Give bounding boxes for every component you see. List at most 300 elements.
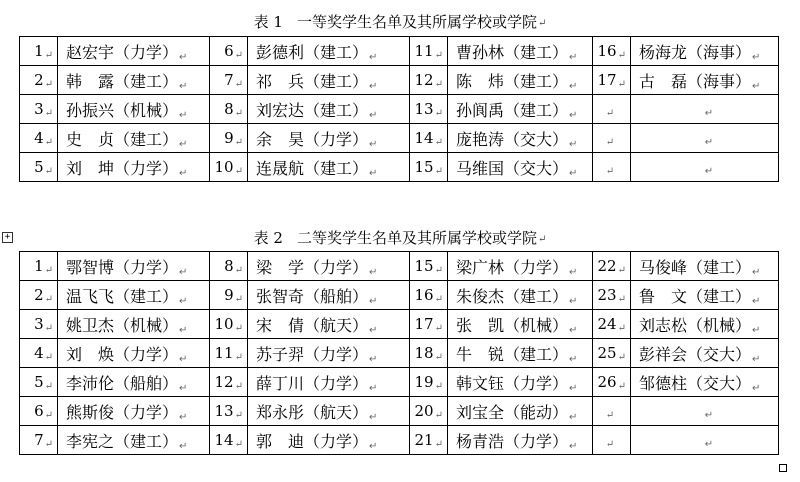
rank-number-cell[interactable] bbox=[593, 339, 631, 368]
student-name-and-school: 庞艳涛（交大） bbox=[456, 129, 569, 149]
student-name-and-school: 刘 焕（力学） bbox=[66, 344, 179, 364]
student-name-cell[interactable] bbox=[448, 252, 593, 281]
rank-number-cell[interactable] bbox=[20, 281, 58, 310]
student-name-cell[interactable] bbox=[58, 339, 210, 368]
student-name-cell[interactable] bbox=[58, 153, 210, 182]
student-name-cell[interactable] bbox=[248, 95, 410, 124]
student-name-cell[interactable] bbox=[58, 397, 210, 426]
paragraph-mark-icon: ↵ bbox=[44, 264, 53, 276]
student-name-cell[interactable] bbox=[58, 124, 210, 153]
student-name-cell[interactable] bbox=[58, 66, 210, 95]
paragraph-mark-icon: ↵ bbox=[605, 409, 615, 421]
paragraph-mark-icon: ↵ bbox=[369, 353, 378, 365]
paragraph-mark-icon: ↵ bbox=[369, 51, 378, 63]
paragraph-mark-icon: ↵ bbox=[369, 80, 378, 92]
rank-number-cell[interactable] bbox=[410, 252, 448, 281]
rank-number-cell[interactable] bbox=[210, 37, 248, 66]
paragraph-mark-icon: ↵ bbox=[369, 295, 378, 307]
paragraph-mark-icon: ↵ bbox=[605, 136, 615, 148]
paragraph-mark-icon: ↵ bbox=[369, 266, 378, 278]
paragraph-mark-icon: ↵ bbox=[434, 107, 443, 119]
student-name-cell[interactable] bbox=[448, 397, 593, 426]
student-name-cell[interactable] bbox=[58, 281, 210, 310]
student-name-and-school: 梁广林（力学） bbox=[456, 257, 569, 277]
rank-number: 22 bbox=[597, 256, 617, 275]
student-name-cell[interactable] bbox=[58, 426, 210, 455]
rank-number: 4 bbox=[34, 128, 44, 147]
rank-number: 18 bbox=[414, 343, 434, 362]
paragraph-mark-icon: ↵ bbox=[234, 136, 243, 148]
paragraph-mark-icon: ↵ bbox=[569, 80, 578, 92]
paragraph-mark-icon: ↵ bbox=[537, 18, 547, 29]
student-name-and-school: 刘志松（机械） bbox=[639, 315, 752, 335]
rank-number-cell[interactable] bbox=[210, 153, 248, 182]
rank-number: 10 bbox=[214, 314, 234, 333]
student-name-and-school: 牛 锐（建工） bbox=[456, 344, 569, 364]
table-row bbox=[20, 310, 779, 339]
table-row bbox=[20, 95, 779, 124]
rank-number-cell[interactable] bbox=[410, 368, 448, 397]
student-name-and-school: 彭德利（建工） bbox=[256, 42, 369, 62]
paragraph-mark-icon: ↵ bbox=[434, 49, 443, 61]
table-row bbox=[20, 281, 779, 310]
paragraph-mark-icon: ↵ bbox=[617, 293, 626, 305]
student-name-cell[interactable] bbox=[631, 310, 779, 339]
paragraph-mark-icon: ↵ bbox=[234, 264, 243, 276]
student-name-and-school: 祁 兵（建工） bbox=[256, 71, 369, 91]
student-name-cell[interactable] bbox=[248, 397, 410, 426]
table2-caption-number: 表 2 bbox=[253, 229, 283, 247]
paragraph-mark-icon: ↵ bbox=[44, 293, 53, 305]
student-name-cell[interactable] bbox=[58, 37, 210, 66]
paragraph-mark-icon: ↵ bbox=[234, 293, 243, 305]
paragraph-mark-icon: ↵ bbox=[369, 109, 378, 121]
student-name-and-school: 熊斯俊（力学） bbox=[66, 402, 179, 422]
table1-caption-number: 表 1 bbox=[253, 13, 283, 31]
rank-number: 12 bbox=[414, 70, 434, 89]
rank-number: 16 bbox=[414, 285, 434, 304]
paragraph-mark-icon: ↵ bbox=[369, 411, 378, 423]
first-prize-table bbox=[19, 36, 779, 182]
table-resize-handle-icon[interactable] bbox=[779, 464, 787, 472]
rank-number-cell[interactable] bbox=[20, 368, 58, 397]
student-name-and-school: 彭祥会（交大） bbox=[639, 344, 752, 364]
student-name-cell[interactable] bbox=[631, 368, 779, 397]
table-move-handle-icon[interactable]: + bbox=[2, 232, 13, 243]
rank-number-cell[interactable] bbox=[410, 281, 448, 310]
paragraph-mark-icon: ↵ bbox=[569, 411, 578, 423]
student-name-cell[interactable] bbox=[448, 37, 593, 66]
paragraph-mark-icon: ↵ bbox=[44, 78, 53, 90]
rank-number-cell[interactable] bbox=[20, 66, 58, 95]
paragraph-mark-icon: ↵ bbox=[605, 165, 615, 177]
student-name-and-school: 张智奇（船舶） bbox=[256, 286, 369, 306]
rank-number-cell[interactable] bbox=[410, 339, 448, 368]
student-name-and-school: 宋 倩（航天） bbox=[256, 315, 369, 335]
paragraph-mark-icon: ↵ bbox=[179, 266, 188, 278]
paragraph-mark-icon: ↵ bbox=[569, 51, 578, 63]
student-name-cell[interactable] bbox=[248, 37, 410, 66]
student-name-and-school: 孙振兴（机械） bbox=[66, 100, 179, 120]
rank-number-cell[interactable] bbox=[593, 66, 631, 95]
rank-number: 3 bbox=[34, 314, 44, 333]
student-name-and-school: 李宪之（建工） bbox=[66, 431, 179, 451]
paragraph-mark-icon: ↵ bbox=[369, 138, 378, 150]
paragraph-mark-icon: ↵ bbox=[369, 440, 378, 452]
rank-number: 14 bbox=[414, 128, 434, 147]
student-name-cell[interactable] bbox=[58, 95, 210, 124]
table-row bbox=[20, 339, 779, 368]
paragraph-mark-icon: ↵ bbox=[234, 107, 243, 119]
student-name-cell[interactable] bbox=[248, 66, 410, 95]
paragraph-mark-icon: ↵ bbox=[44, 380, 53, 392]
paragraph-mark-icon: ↵ bbox=[569, 440, 578, 452]
first-prize-table-body bbox=[20, 37, 779, 182]
paragraph-mark-icon: ↵ bbox=[617, 380, 626, 392]
second-prize-table bbox=[19, 251, 779, 455]
rank-number-cell[interactable] bbox=[593, 310, 631, 339]
student-name-cell[interactable] bbox=[58, 252, 210, 281]
rank-number-cell[interactable] bbox=[410, 37, 448, 66]
rank-number: 14 bbox=[214, 430, 234, 449]
paragraph-mark-icon: ↵ bbox=[704, 166, 714, 177]
paragraph-mark-icon: ↵ bbox=[234, 409, 243, 421]
rank-number-cell[interactable] bbox=[593, 37, 631, 66]
table-row bbox=[20, 397, 779, 426]
student-name-and-school: 薛丁川（力学） bbox=[256, 373, 369, 393]
rank-number-cell[interactable] bbox=[593, 153, 631, 182]
rank-number-cell[interactable] bbox=[20, 426, 58, 455]
rank-number: 25 bbox=[597, 343, 617, 362]
student-name-and-school: 朱俊杰（建工） bbox=[456, 286, 569, 306]
rank-number-cell[interactable] bbox=[593, 124, 631, 153]
table1-caption bbox=[0, 13, 800, 33]
rank-number: 17 bbox=[597, 70, 617, 89]
student-name-and-school: 苏子羿（力学） bbox=[256, 344, 369, 364]
rank-number-cell[interactable] bbox=[410, 66, 448, 95]
table-row bbox=[20, 252, 779, 281]
paragraph-mark-icon: ↵ bbox=[179, 382, 188, 394]
student-name-cell[interactable] bbox=[248, 252, 410, 281]
rank-number-cell[interactable] bbox=[593, 252, 631, 281]
student-name-and-school: 刘宝全（能动） bbox=[456, 402, 569, 422]
student-name-and-school: 杨海龙（海事） bbox=[639, 42, 752, 62]
student-name-cell[interactable] bbox=[631, 397, 779, 426]
rank-number-cell[interactable] bbox=[20, 124, 58, 153]
rank-number: 9 bbox=[224, 285, 234, 304]
paragraph-mark-icon: ↵ bbox=[434, 380, 443, 392]
student-name-cell[interactable] bbox=[448, 95, 593, 124]
paragraph-mark-icon: ↵ bbox=[434, 136, 443, 148]
paragraph-mark-icon: ↵ bbox=[569, 295, 578, 307]
student-name-and-school: 余 昊（力学） bbox=[256, 129, 369, 149]
rank-number: 7 bbox=[34, 430, 44, 449]
paragraph-mark-icon: ↵ bbox=[704, 439, 714, 450]
student-name-and-school: 鲁 文（建工） bbox=[639, 286, 752, 306]
paragraph-mark-icon: ↵ bbox=[369, 324, 378, 336]
student-name-cell[interactable] bbox=[248, 339, 410, 368]
paragraph-mark-icon: ↵ bbox=[44, 49, 53, 61]
student-name-cell[interactable] bbox=[448, 339, 593, 368]
paragraph-mark-icon: ↵ bbox=[44, 136, 53, 148]
paragraph-mark-icon: ↵ bbox=[569, 266, 578, 278]
student-name-cell[interactable] bbox=[631, 339, 779, 368]
rank-number: 16 bbox=[597, 41, 617, 60]
rank-number: 6 bbox=[224, 41, 234, 60]
rank-number: 7 bbox=[224, 70, 234, 89]
paragraph-mark-icon: ↵ bbox=[179, 295, 188, 307]
rank-number: 6 bbox=[34, 401, 44, 420]
rank-number: 26 bbox=[597, 372, 617, 391]
student-name-cell[interactable] bbox=[448, 124, 593, 153]
paragraph-mark-icon: ↵ bbox=[44, 107, 53, 119]
rank-number-cell[interactable] bbox=[210, 339, 248, 368]
second-prize-table-body bbox=[20, 252, 779, 455]
rank-number-cell[interactable] bbox=[410, 95, 448, 124]
rank-number: 10 bbox=[214, 157, 234, 176]
paragraph-mark-icon: ↵ bbox=[44, 409, 53, 421]
paragraph-mark-icon: ↵ bbox=[537, 234, 547, 245]
paragraph-mark-icon: ↵ bbox=[617, 322, 626, 334]
rank-number: 15 bbox=[414, 157, 434, 176]
student-name-and-school: 赵宏宇（力学） bbox=[66, 42, 179, 62]
student-name-and-school: 韩文钰（力学） bbox=[456, 373, 569, 393]
student-name-cell[interactable] bbox=[631, 252, 779, 281]
rank-number-cell[interactable] bbox=[210, 310, 248, 339]
student-name-cell[interactable] bbox=[448, 153, 593, 182]
student-name-and-school: 张 凯（机械） bbox=[456, 315, 569, 335]
paragraph-mark-icon: ↵ bbox=[234, 380, 243, 392]
student-name-cell[interactable] bbox=[448, 310, 593, 339]
rank-number-cell[interactable] bbox=[20, 95, 58, 124]
paragraph-mark-icon: ↵ bbox=[179, 440, 188, 452]
student-name-cell[interactable] bbox=[448, 368, 593, 397]
paragraph-mark-icon: ↵ bbox=[369, 167, 378, 179]
rank-number-cell[interactable] bbox=[410, 124, 448, 153]
rank-number-cell[interactable] bbox=[210, 66, 248, 95]
student-name-and-school: 史 贞（建工） bbox=[66, 129, 179, 149]
rank-number-cell[interactable] bbox=[210, 397, 248, 426]
rank-number: 2 bbox=[34, 285, 44, 304]
paragraph-mark-icon: ↵ bbox=[44, 438, 53, 450]
student-name-cell[interactable] bbox=[631, 426, 779, 455]
student-name-cell[interactable] bbox=[248, 426, 410, 455]
rank-number-cell[interactable] bbox=[210, 124, 248, 153]
student-name-cell[interactable] bbox=[58, 310, 210, 339]
paragraph-mark-icon: ↵ bbox=[752, 324, 761, 336]
rank-number-cell[interactable] bbox=[593, 426, 631, 455]
paragraph-mark-icon: ↵ bbox=[617, 49, 626, 61]
rank-number: 5 bbox=[34, 372, 44, 391]
student-name-and-school: 李沛伦（船舶） bbox=[66, 373, 179, 393]
student-name-and-school: 郑永彤（航天） bbox=[256, 402, 369, 422]
paragraph-mark-icon: ↵ bbox=[569, 138, 578, 150]
rank-number: 5 bbox=[34, 157, 44, 176]
rank-number-cell[interactable] bbox=[410, 426, 448, 455]
paragraph-mark-icon: ↵ bbox=[234, 165, 243, 177]
student-name-and-school: 邹德柱（交大） bbox=[639, 373, 752, 393]
paragraph-mark-icon: ↵ bbox=[752, 80, 761, 92]
table-row bbox=[20, 426, 779, 455]
student-name-and-school: 郭 迪（力学） bbox=[256, 431, 369, 451]
rank-number: 23 bbox=[597, 285, 617, 304]
rank-number: 4 bbox=[34, 343, 44, 362]
student-name-cell[interactable] bbox=[248, 368, 410, 397]
student-name-and-school: 陈 炜（建工） bbox=[456, 71, 569, 91]
rank-number: 2 bbox=[34, 70, 44, 89]
student-name-cell[interactable] bbox=[248, 153, 410, 182]
student-name-cell[interactable] bbox=[631, 281, 779, 310]
table-row bbox=[20, 37, 779, 66]
paragraph-mark-icon: ↵ bbox=[179, 167, 188, 179]
paragraph-mark-icon: ↵ bbox=[179, 51, 188, 63]
student-name-and-school: 连晟航（建工） bbox=[256, 158, 369, 178]
paragraph-mark-icon: ↵ bbox=[569, 353, 578, 365]
paragraph-mark-icon: ↵ bbox=[234, 322, 243, 334]
student-name-cell[interactable] bbox=[631, 153, 779, 182]
rank-number: 12 bbox=[214, 372, 234, 391]
student-name-and-school: 姚卫杰（机械） bbox=[66, 315, 179, 335]
student-name-and-school: 杨青浩（力学） bbox=[456, 431, 569, 451]
table1-caption-text: 一等奖学生名单及其所属学校或学院 bbox=[296, 13, 537, 31]
rank-number-cell[interactable] bbox=[20, 153, 58, 182]
rank-number-cell[interactable] bbox=[410, 153, 448, 182]
paragraph-mark-icon: ↵ bbox=[234, 438, 243, 450]
table2-caption-text: 二等奖学生名单及其所属学校或学院 bbox=[296, 229, 537, 247]
rank-number: 17 bbox=[414, 314, 434, 333]
rank-number-cell[interactable] bbox=[210, 95, 248, 124]
paragraph-mark-icon: ↵ bbox=[179, 109, 188, 121]
table-row bbox=[20, 66, 779, 95]
rank-number-cell[interactable] bbox=[410, 397, 448, 426]
rank-number: 1 bbox=[34, 256, 44, 275]
rank-number: 11 bbox=[214, 343, 234, 362]
rank-number: 24 bbox=[597, 314, 617, 333]
paragraph-mark-icon: ↵ bbox=[569, 382, 578, 394]
rank-number-cell[interactable] bbox=[410, 310, 448, 339]
rank-number: 9 bbox=[224, 128, 234, 147]
student-name-and-school: 古 磊（海事） bbox=[639, 71, 752, 91]
paragraph-mark-icon: ↵ bbox=[704, 410, 714, 421]
paragraph-mark-icon: ↵ bbox=[605, 438, 615, 450]
rank-number-cell[interactable] bbox=[593, 368, 631, 397]
rank-number-cell[interactable] bbox=[20, 252, 58, 281]
rank-number-cell[interactable] bbox=[20, 397, 58, 426]
table-row bbox=[20, 368, 779, 397]
paragraph-mark-icon: ↵ bbox=[434, 165, 443, 177]
rank-number-cell[interactable] bbox=[593, 95, 631, 124]
table2-caption bbox=[0, 229, 800, 249]
rank-number: 20 bbox=[414, 401, 434, 420]
paragraph-mark-icon: ↵ bbox=[569, 324, 578, 336]
paragraph-mark-icon: ↵ bbox=[617, 351, 626, 363]
paragraph-mark-icon: ↵ bbox=[434, 264, 443, 276]
paragraph-mark-icon: ↵ bbox=[752, 51, 761, 63]
paragraph-mark-icon: ↵ bbox=[234, 351, 243, 363]
student-name-cell[interactable] bbox=[631, 95, 779, 124]
paragraph-mark-icon: ↵ bbox=[234, 78, 243, 90]
paragraph-mark-icon: ↵ bbox=[752, 382, 761, 394]
paragraph-mark-icon: ↵ bbox=[434, 78, 443, 90]
rank-number-cell[interactable] bbox=[210, 281, 248, 310]
paragraph-mark-icon: ↵ bbox=[704, 137, 714, 148]
student-name-and-school: 马维国（交大） bbox=[456, 158, 569, 178]
paragraph-mark-icon: ↵ bbox=[44, 351, 53, 363]
rank-number-cell[interactable] bbox=[210, 426, 248, 455]
rank-number-cell[interactable] bbox=[593, 281, 631, 310]
student-name-cell[interactable] bbox=[631, 37, 779, 66]
paragraph-mark-icon: ↵ bbox=[605, 107, 615, 119]
paragraph-mark-icon: ↵ bbox=[617, 78, 626, 90]
rank-number: 1 bbox=[34, 41, 44, 60]
rank-number-cell[interactable] bbox=[20, 37, 58, 66]
rank-number-cell[interactable] bbox=[593, 397, 631, 426]
rank-number: 8 bbox=[224, 99, 234, 118]
rank-number: 13 bbox=[414, 99, 434, 118]
student-name-cell[interactable] bbox=[631, 66, 779, 95]
rank-number-cell[interactable] bbox=[210, 252, 248, 281]
rank-number-cell[interactable] bbox=[20, 339, 58, 368]
student-name-and-school: 刘宏达（建工） bbox=[256, 100, 369, 120]
student-name-cell[interactable] bbox=[248, 310, 410, 339]
student-name-and-school: 梁 学（力学） bbox=[256, 257, 369, 277]
paragraph-mark-icon: ↵ bbox=[434, 438, 443, 450]
paragraph-mark-icon: ↵ bbox=[179, 138, 188, 150]
paragraph-mark-icon: ↵ bbox=[179, 324, 188, 336]
paragraph-mark-icon: ↵ bbox=[752, 295, 761, 307]
paragraph-mark-icon: ↵ bbox=[179, 411, 188, 423]
student-name-cell[interactable] bbox=[448, 66, 593, 95]
paragraph-mark-icon: ↵ bbox=[752, 353, 761, 365]
student-name-cell[interactable] bbox=[58, 368, 210, 397]
rank-number: 21 bbox=[414, 430, 434, 449]
table-row bbox=[20, 124, 779, 153]
student-name-cell[interactable] bbox=[248, 281, 410, 310]
paragraph-mark-icon: ↵ bbox=[752, 266, 761, 278]
paragraph-mark-icon: ↵ bbox=[617, 264, 626, 276]
student-name-and-school: 孙阆禹（建工） bbox=[456, 100, 569, 120]
rank-number: 11 bbox=[414, 41, 434, 60]
rank-number: 19 bbox=[414, 372, 434, 391]
paragraph-mark-icon: ↵ bbox=[234, 49, 243, 61]
paragraph-mark-icon: ↵ bbox=[44, 165, 53, 177]
rank-number: 15 bbox=[414, 256, 434, 275]
paragraph-mark-icon: ↵ bbox=[569, 109, 578, 121]
paragraph-mark-icon: ↵ bbox=[704, 108, 714, 119]
paragraph-mark-icon: ↵ bbox=[434, 322, 443, 334]
student-name-and-school: 温飞飞（建工） bbox=[66, 286, 179, 306]
student-name-cell[interactable] bbox=[448, 426, 593, 455]
paragraph-mark-icon: ↵ bbox=[434, 409, 443, 421]
paragraph-mark-icon: ↵ bbox=[369, 382, 378, 394]
paragraph-mark-icon: ↵ bbox=[44, 322, 53, 334]
student-name-cell[interactable] bbox=[448, 281, 593, 310]
rank-number-cell[interactable] bbox=[210, 368, 248, 397]
student-name-and-school: 刘 坤（力学） bbox=[66, 158, 179, 178]
rank-number-cell[interactable] bbox=[20, 310, 58, 339]
rank-number: 3 bbox=[34, 99, 44, 118]
paragraph-mark-icon: ↵ bbox=[569, 167, 578, 179]
rank-number: 8 bbox=[224, 256, 234, 275]
student-name-cell[interactable] bbox=[631, 124, 779, 153]
student-name-cell[interactable] bbox=[248, 124, 410, 153]
student-name-and-school: 鄂智博（力学） bbox=[66, 257, 179, 277]
paragraph-mark-icon: ↵ bbox=[179, 80, 188, 92]
student-name-and-school: 韩 露（建工） bbox=[66, 71, 179, 91]
paragraph-mark-icon: ↵ bbox=[434, 351, 443, 363]
rank-number: 13 bbox=[214, 401, 234, 420]
student-name-and-school: 曹孙林（建工） bbox=[456, 42, 569, 62]
